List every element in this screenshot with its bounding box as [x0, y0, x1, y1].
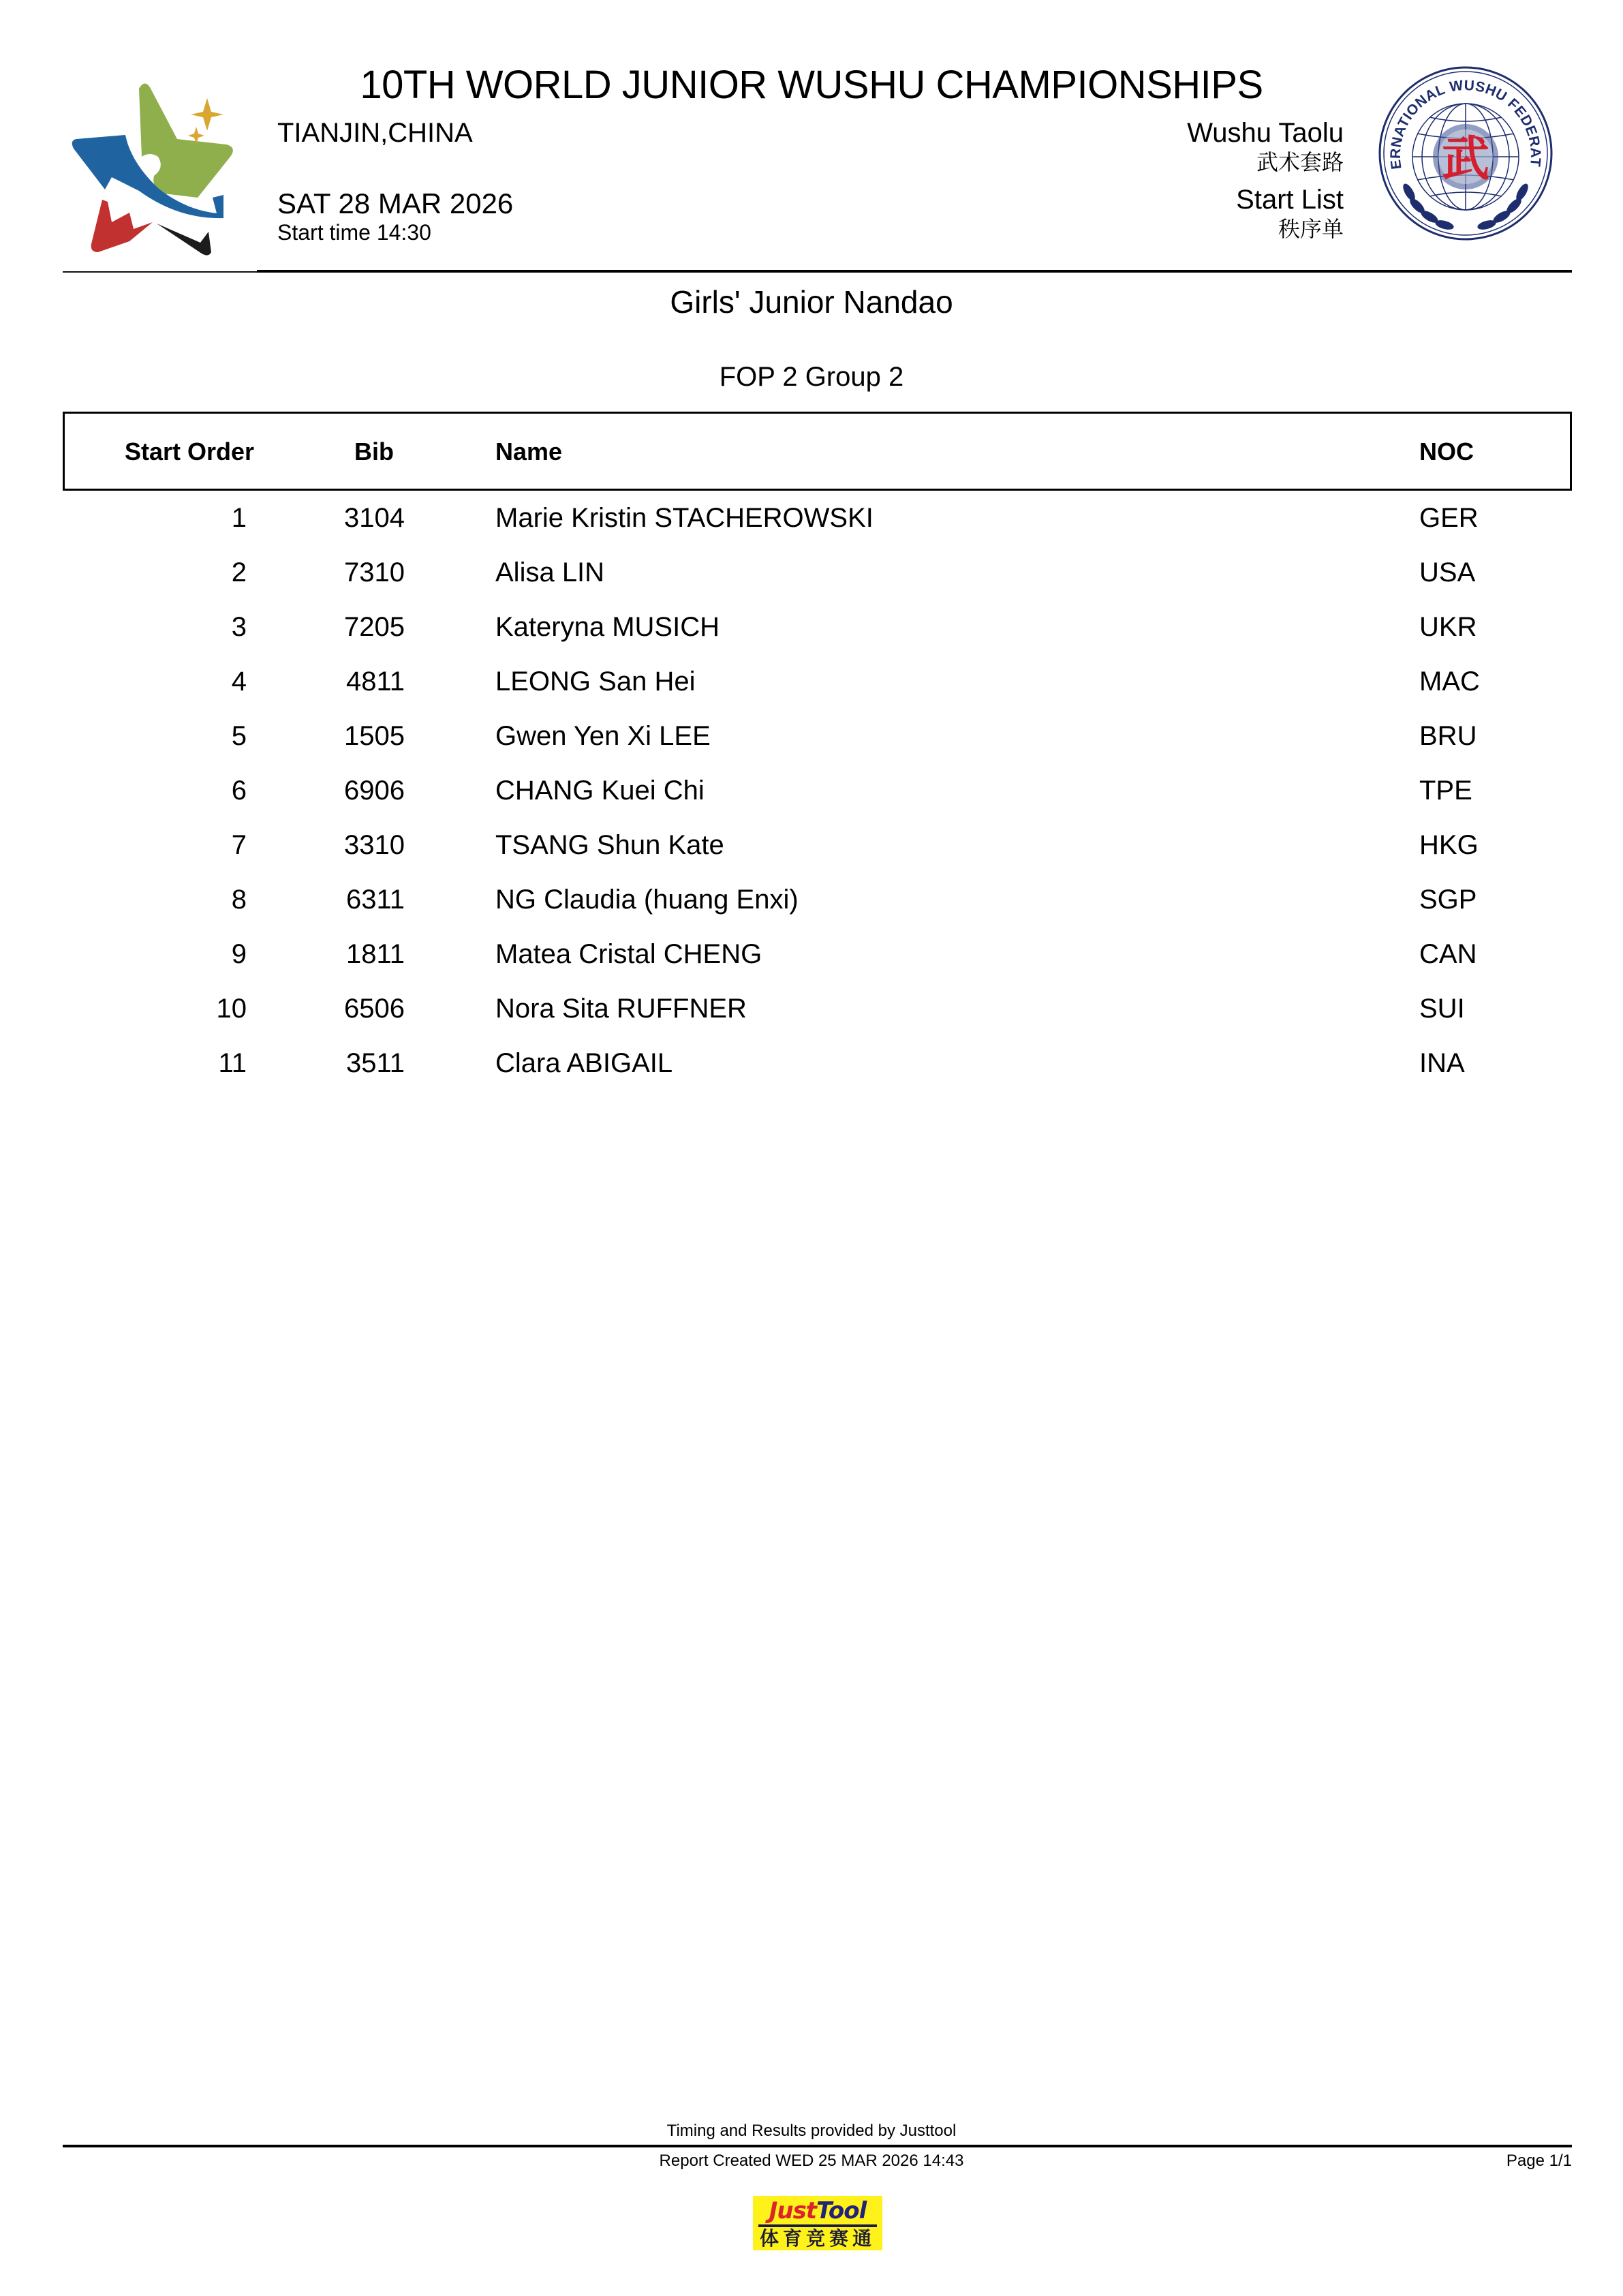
noc: MAC — [1419, 667, 1480, 697]
table-row — [0, 879, 1623, 934]
justtool-word-just: Just — [769, 2197, 817, 2224]
bib: 4811 — [345, 667, 405, 697]
iwuf-arc-text: ERNATIONAL WUSHU FEDERAT — [1387, 77, 1544, 170]
bib: 1505 — [344, 721, 405, 751]
header-divider — [257, 270, 1572, 273]
start-order: 4 — [231, 667, 247, 697]
table-row — [0, 770, 1623, 825]
table-row — [0, 934, 1623, 988]
justtool-wordmark — [753, 2199, 882, 2223]
column-header-name: Name — [495, 438, 563, 465]
start-order: 3 — [231, 612, 247, 642]
bib: 3511 — [345, 1048, 405, 1078]
noc: USA — [1419, 557, 1476, 587]
column-header-bib: Bib — [354, 438, 394, 465]
athlete-name: NG Claudia (huang Enxi) — [495, 885, 799, 915]
athlete-name: Clara ABIGAIL — [495, 1048, 673, 1078]
header-divider-thin — [63, 271, 257, 273]
justtool-word-tool: Tool — [816, 2197, 867, 2224]
athlete-name: CHANG Kuei Chi — [495, 776, 705, 806]
start-order: 1 — [231, 503, 247, 533]
athlete-name: TSANG Shun Kate — [495, 830, 724, 860]
iwuf-glyph: 武 — [1442, 130, 1489, 187]
start-order: 11 — [218, 1048, 247, 1078]
athlete-name: Marie Kristin STACHEROWSKI — [495, 503, 874, 533]
event-name: Girls' Junior Nandao — [670, 284, 953, 320]
column-header-noc: NOC — [1419, 438, 1474, 465]
athlete-name: Matea Cristal CHENG — [495, 939, 762, 969]
start-order: 8 — [231, 885, 247, 915]
bib: 1811 — [345, 939, 405, 969]
athlete-name: LEONG San Hei — [495, 667, 696, 697]
noc: HKG — [1419, 830, 1479, 860]
competition-date: SAT 28 MAR 2026 — [277, 187, 514, 219]
start-order: 9 — [231, 939, 247, 969]
discipline: Wushu Taolu — [1187, 118, 1344, 148]
federation-logo — [1375, 63, 1556, 244]
start-order: 5 — [231, 721, 247, 751]
event-title: 10TH WORLD JUNIOR WUSHU CHAMPIONSHIPS — [360, 63, 1263, 107]
noc: SGP — [1419, 885, 1477, 915]
start-order: 6 — [231, 776, 247, 806]
table-row — [0, 825, 1623, 879]
phase-label: FOP 2 Group 2 — [719, 362, 904, 392]
page-number: Page 1/1 — [1506, 2152, 1572, 2170]
table-row — [0, 661, 1623, 716]
bib: 7310 — [344, 557, 405, 587]
logo-red-segment — [91, 200, 153, 252]
bib: 3310 — [344, 830, 405, 860]
athlete-name: Alisa LIN — [495, 557, 605, 587]
start-order: 7 — [231, 830, 247, 860]
noc: UKR — [1419, 612, 1477, 642]
report-created: Report Created WED 25 MAR 2026 14:43 — [659, 2152, 964, 2170]
table-row — [0, 1043, 1623, 1097]
table-row — [0, 498, 1623, 552]
table-row — [0, 607, 1623, 661]
noc: INA — [1419, 1048, 1465, 1078]
footer-divider — [63, 2145, 1572, 2147]
table-header — [63, 412, 1572, 491]
bib: 3104 — [344, 503, 405, 533]
discipline-chinese: 武术套路 — [1256, 150, 1344, 174]
logo-black-segment — [157, 224, 211, 256]
start-time: Start time 14:30 — [277, 220, 431, 245]
bib: 6906 — [344, 776, 405, 806]
noc: SUI — [1419, 994, 1465, 1024]
table-row — [0, 716, 1623, 770]
start-list-rows — [0, 498, 1623, 1097]
athlete-name: Gwen Yen Xi LEE — [495, 721, 711, 751]
column-header-start-order: Start Order — [125, 438, 255, 465]
start-order: 2 — [231, 557, 247, 587]
document-type: Start List — [1236, 185, 1344, 215]
noc: CAN — [1419, 939, 1477, 969]
athlete-name: Nora Sita RUFFNER — [495, 994, 747, 1024]
noc: BRU — [1419, 721, 1477, 751]
table-row — [0, 552, 1623, 607]
bib: 6506 — [344, 994, 405, 1024]
venue: TIANJIN,CHINA — [277, 118, 473, 148]
athlete-name: Kateryna MUSICH — [495, 612, 720, 642]
noc: GER — [1419, 503, 1479, 533]
document-type-chinese: 秩序单 — [1278, 217, 1344, 241]
bib: 6311 — [345, 885, 405, 915]
bib: 7205 — [344, 612, 405, 642]
start-order: 10 — [216, 994, 247, 1024]
noc: TPE — [1419, 776, 1472, 806]
justtool-logo — [753, 2196, 882, 2250]
table-row — [0, 988, 1623, 1043]
justtool-chinese: 体育竞赛通 — [759, 2228, 876, 2249]
iwuf-emblem-icon — [1375, 63, 1556, 244]
timing-credit: Timing and Results provided by Justtool — [666, 2122, 957, 2140]
